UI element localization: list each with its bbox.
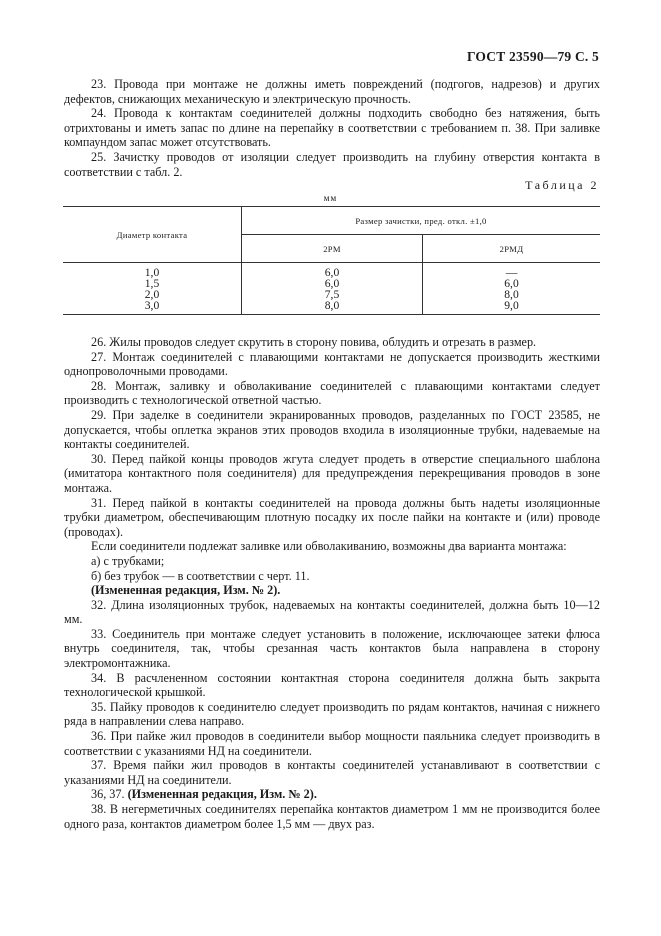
text-block-bottom [64, 335, 600, 831]
paragraph-33: 33. Соединитель при монтаже следует установить в положение, исключающее затеки флюса внутрь соединителя, так, чтобы срезанная часть контактов была направлена в сторону электромонтажника. [64, 626, 600, 671]
table-cell: 9,0 [504, 299, 519, 312]
stripping-table [63, 206, 600, 315]
col-header-diameter: Диаметр контакта [63, 207, 242, 263]
group-header: Размер зачистки, пред. откл. ±1,0 [242, 207, 601, 235]
paragraph-35: 35. Пайку проводов к соединителю следует производить по рядам контактов, начиная с нижнего ряда в направлении слева направо. [64, 699, 600, 729]
paragraph-23: 23. Провода при монтаже не должны иметь повреждений (подгогов, надрезов) и других дефектов, снижающих механическую и электрическую прочность. [64, 77, 600, 106]
paragraph-29: 29. При заделке в соединители экранированных проводов, разделанных по ГОСТ 23585, не допускается, чтобы оплетка экранов этих проводов входила в изоляционные трубки, надеваемые на контакты соединителей. [64, 407, 600, 452]
column-diameter-values [63, 263, 242, 315]
text-block-top [64, 77, 600, 179]
paragraph-34: 34. В расчлененном состоянии контактная сторона соединителя должна быть закрыта технологической крышкой. [64, 670, 600, 700]
amendment-text: (Измененная редакция, Изм. № 2). [91, 583, 281, 598]
paragraph-30: 30. Перед пайкой концы проводов жгута следует продеть в отверстие специального шаблона (имитатора контактного поля соединителя) для предупреждения перекрещивания проводов в зоне монтажа. [64, 451, 600, 495]
table-cell: 1,0 [144, 266, 160, 279]
amendment-text: (Измененная редакция, Изм. № 2). [127, 787, 317, 802]
paragraph-27: 27. Монтаж соединителей с плавающими контактами не допускается производить жесткими однопроволочными проводами. [64, 349, 600, 379]
table-cell: 8,0 [324, 299, 340, 312]
paragraph-37: 37. Время пайки жил проводов в контакты соединителей устанавливают в соответствии с указаниями НД на соединители. [64, 758, 600, 787]
paragraph-26: 26. Жилы проводов следует скрутить в сторону повива, облудить и отрезать в размер. [91, 335, 537, 349]
table-cell: 6,0 [324, 266, 340, 279]
paragraph-28: 28. Монтаж, заливку и обволакивание соединителей с плавающими контактами следует производить с технологической ответной частью. [64, 378, 600, 408]
table-cell: 2,0 [144, 288, 160, 301]
option-a: а) с трубками; [91, 553, 165, 568]
paragraph-24: 24. Провода к контактам соединителей должны подходить свободно без натяжения, быть отрихтованы и иметь запас по длине на перепайку в соответствии с требованием п. 38. При заливке компаундом запас может отсутствовать. [64, 106, 600, 150]
amendment-items: 36, 37. [91, 787, 125, 802]
table-cell: 7,5 [324, 288, 340, 301]
paragraph-38: 38. В негерметичных соединителях перепайка контактов диаметром 1 мм не производится более одного раза, контактов диаметром более 1,5 мм — двух раз. [64, 802, 600, 831]
paragraph-31-note: Если соединители подлежат заливке или обволакиванию, возможны два варианта монтажа: [91, 539, 567, 554]
table-cell: 6,0 [504, 277, 519, 290]
paragraph-25: 25. Зачистку проводов от изоляции следует производить на глубину отверстия контакта в соответствии с табл. 2. [64, 149, 600, 179]
table-unit: мм [323, 193, 338, 203]
column-2rmd-values [423, 263, 601, 315]
table-cell: — [505, 266, 518, 279]
paragraph-31: 31. Перед пайкой в контакты соединителей на провода должны быть надеты изоляционные трубки диаметром, обеспечивающим плотную посадку их после пайки на контакте и (или) проводе (проводах). [64, 495, 600, 539]
table-cell: 8,0 [504, 288, 519, 301]
table-cell: 1,5 [144, 277, 160, 290]
amendment-note-1 [64, 583, 600, 598]
sub-header-2rm: 2РМ [242, 235, 423, 263]
amendment-note-2 [64, 787, 600, 802]
column-2rm-values [242, 263, 423, 315]
table-cell: 3,0 [144, 299, 160, 312]
paragraph-32: 32. Длина изоляционных трубок, надеваемых на контакты соединителей, должна быть 10—12 мм. [64, 597, 600, 627]
sub-header-2rmd: 2РМД [423, 235, 601, 263]
table-cell: 6,0 [324, 277, 340, 290]
table-caption: Таблица 2 [525, 178, 599, 192]
paragraph-36: 36. При пайке жил проводов в соединители выбор мощности паяльника следует производить в соответствии с указаниями НД на соединители. [64, 729, 600, 758]
option-b: б) без трубок — в соответствии с черт. 11. [91, 568, 310, 583]
page-header: ГОСТ 23590—79 С. 5 [466, 49, 599, 64]
